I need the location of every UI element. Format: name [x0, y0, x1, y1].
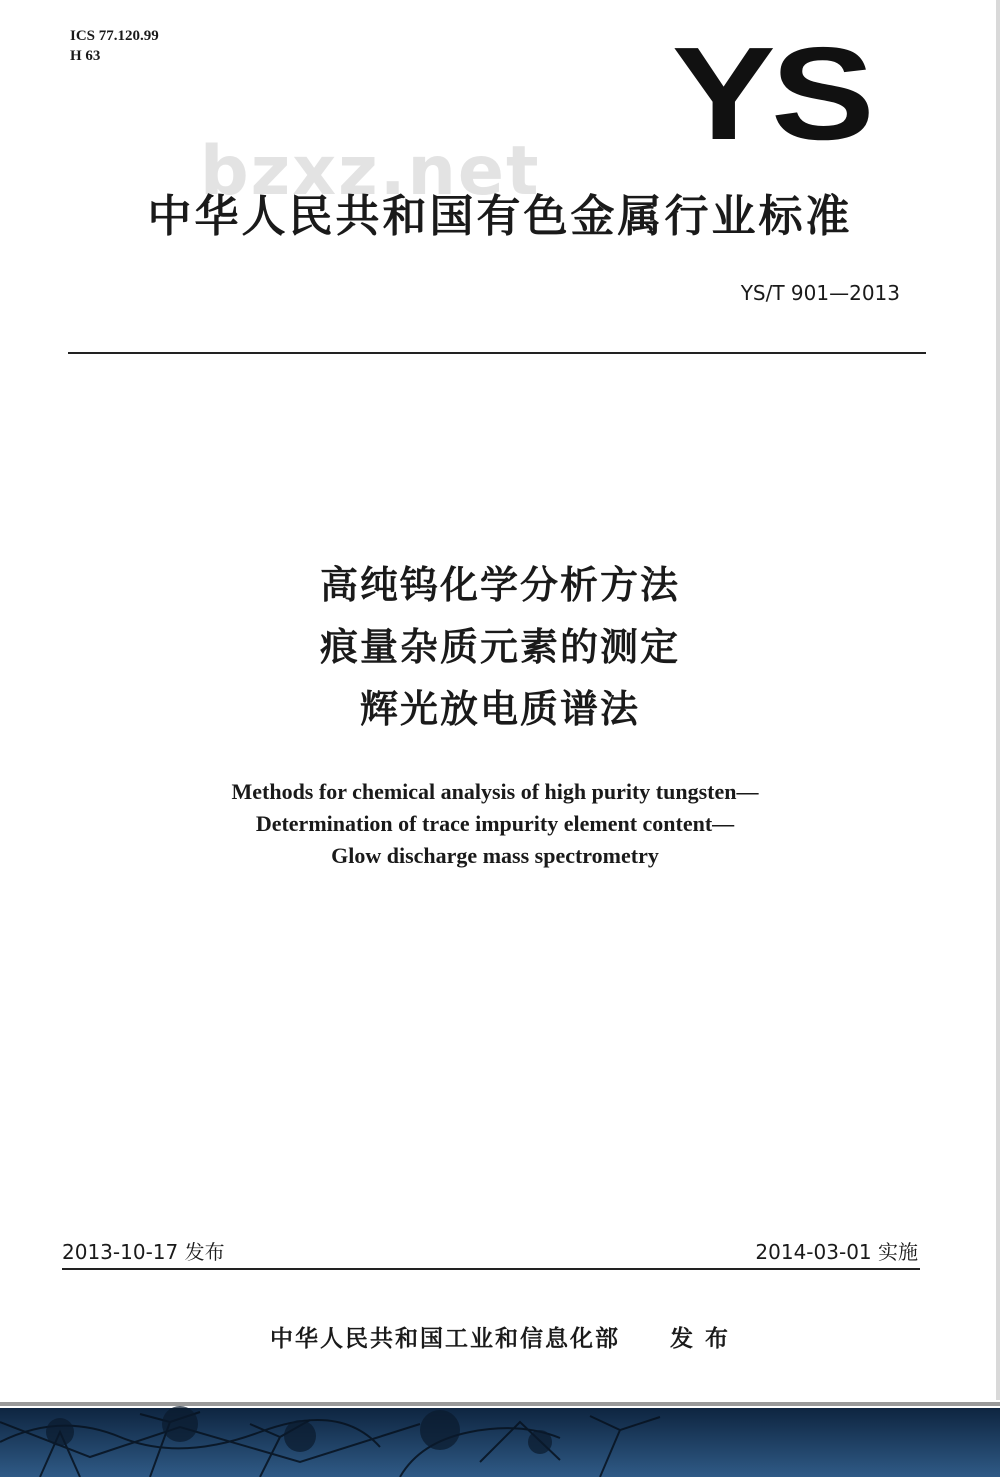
issuer-action: 发 布 [669, 1326, 730, 1352]
english-title-line-1: Methods for chemical analysis of high purity tungsten— [231, 779, 759, 804]
chinese-title-line-1: 高纯钨化学分析方法 [319, 563, 680, 607]
chinese-title-line-3: 辉光放电质谱法 [359, 687, 640, 731]
top-divider [68, 352, 926, 354]
issuer-name: 中华人民共和国工业和信息化部 [269, 1326, 620, 1352]
implementation-date: 2014-03-01 实施 [755, 1240, 918, 1264]
organization-title: 中华人民共和国有色金属行业标准 [147, 191, 853, 242]
standard-number: YS/T 901—2013 [740, 281, 900, 305]
ics-code: ICS 77.120.99 [70, 28, 159, 44]
issuing-authority [0, 1320, 1000, 1353]
classification-codes [70, 26, 159, 66]
chinese-title-line-2: 痕量杂质元素的测定 [319, 625, 680, 669]
decorative-tree-band [0, 1402, 1000, 1477]
bottom-divider [62, 1268, 920, 1270]
ccs-code: H 63 [70, 48, 101, 64]
english-title [0, 776, 990, 872]
ys-logo: YS [671, 20, 870, 167]
english-title-line-2: Determination of trace impurity element content— [255, 811, 735, 836]
english-title-line-3: Glow discharge mass spectrometry [331, 843, 659, 868]
issue-date: 2013-10-17 发布 [62, 1240, 225, 1264]
watermark: bzxz.net [200, 132, 541, 211]
chinese-title [0, 554, 1000, 740]
